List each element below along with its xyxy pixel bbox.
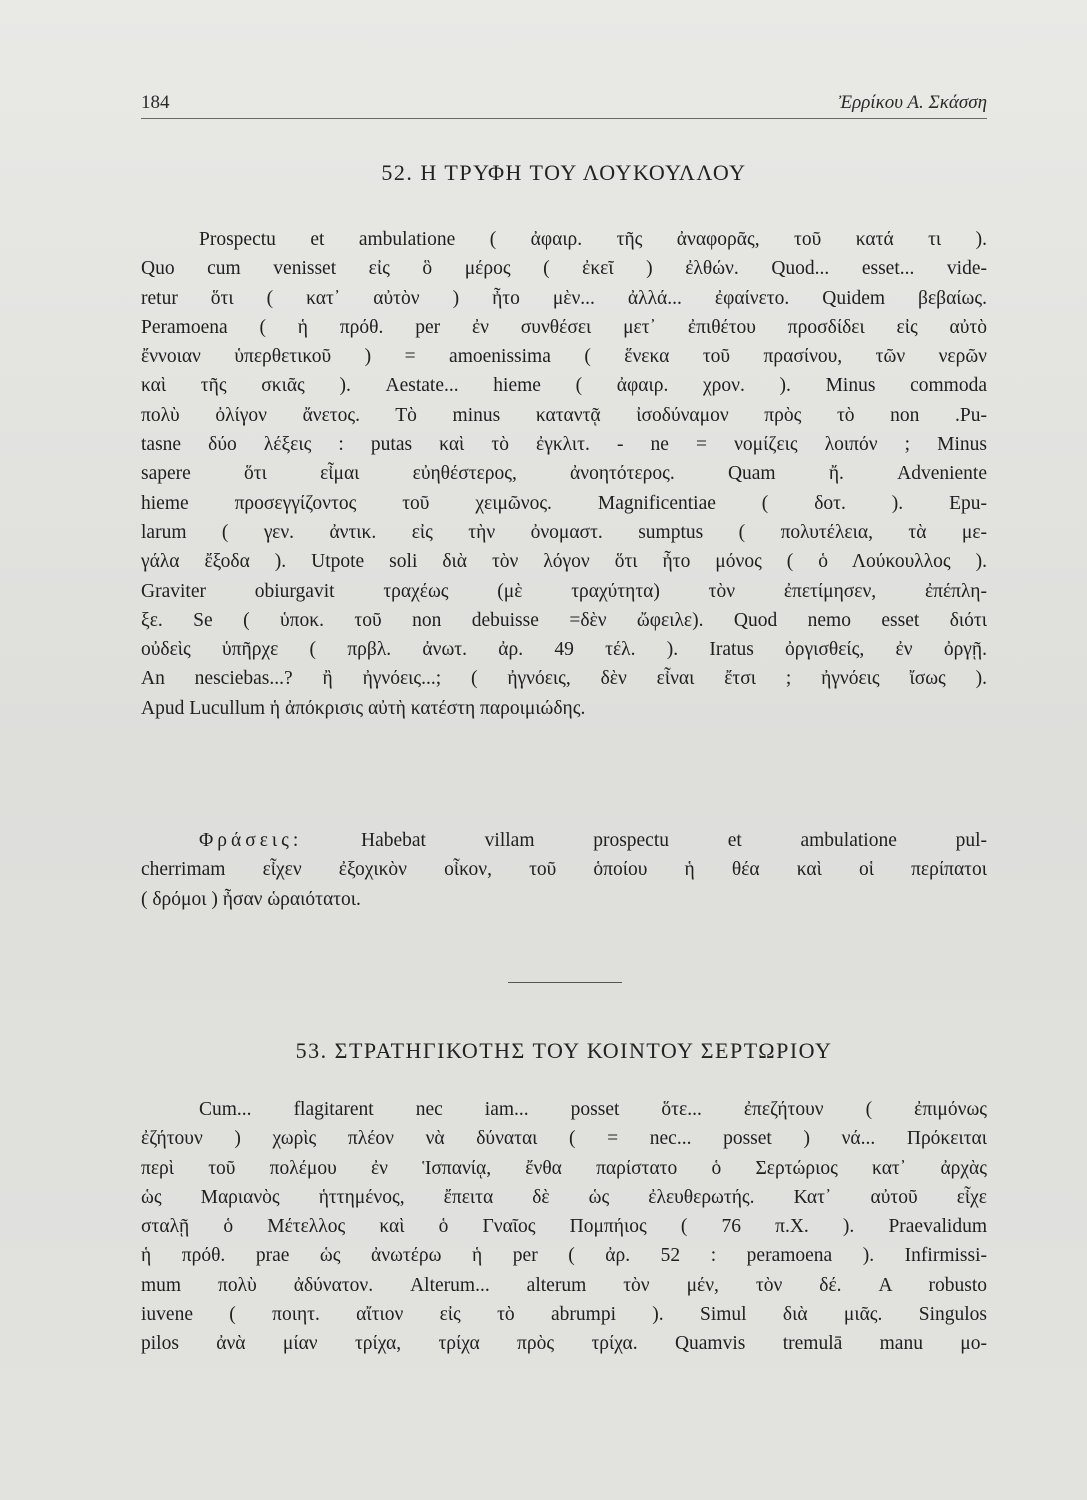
- phrases-text: Habebat villam prospectu et ambulatione pul-: [361, 830, 987, 851]
- text-line: Quo cum venisset εἰς ὃ μέρος ( ἐκεῖ ) ἐλθών. Quod... esset... vide-: [141, 258, 987, 280]
- text-line: An nesciebas...? ἢ ἠγνόεις...; ( ἠγνόεις, δὲν εἶναι ἔτσι ; ἠγνόεις ἴσως ).: [141, 668, 987, 690]
- text-line: ὡς Μαριανὸς ἡττημένος, ἔπειτα δὲ ὡς ἐλευθερωτής. Κατ᾽ αὐτοῦ εἶχε: [141, 1186, 987, 1208]
- page-number: 184: [141, 92, 170, 113]
- text-line: ἔννοιαν ὑπερθετικοῦ ) = amoenissima ( ἕνεκα τοῦ πρασίνου, τῶν νερῶν: [141, 346, 987, 368]
- text-line: ἡ πρόθ. prae ὡς ἀνωτέρω ἡ per ( ἀρ. 52 : peramoena ). Infirmissi-: [141, 1245, 987, 1267]
- section-52-commentary: [141, 225, 987, 723]
- text-line: sapere ὅτι εἶμαι εὐηθέστερος, ἀνοητότερος. Quam ἤ. Adveniente: [141, 463, 987, 485]
- text-line: [141, 826, 987, 855]
- text-line: πολὺ ὀλίγον ἄνετος. Τὸ minus καταντᾷ ἰσοδύναμον πρὸς τὸ non .Pu-: [141, 404, 987, 426]
- section-53-title: 53. ΣΤΡΑΤΗΓΙΚΟΤΗΣ ΤΟΥ ΚΟΙΝΤΟΥ ΣΕΡΤΩΡΙΟΥ: [295, 1038, 833, 1063]
- phrases-paragraph: [141, 826, 987, 914]
- section-53-commentary: [141, 1095, 987, 1359]
- text-line: larum ( γεν. ἀντικ. εἰς τὴν ὀνομαστ. sumptus ( πολυτέλεια, τὰ με-: [141, 521, 987, 543]
- text-line: tasne δύο λέξεις : putas καὶ τὸ ἐγκλιτ. - ne = νομίζεις λοιπόν ; Minus: [141, 434, 987, 456]
- section-52-title: 52. Η ΤΡΥΦΗ ΤΟΥ ΛΟΥΚΟΥΛΛΟΥ: [381, 160, 747, 185]
- text-line: ξε. Se ( ὑποκ. τοῦ non debuisse =δὲν ὤφειλε). Quod nemo esset διότι: [141, 609, 987, 631]
- text-line: σταλῇ ὁ Μέτελλος καὶ ὁ Γναῖος Πομπήιος ( 76 π.Χ. ). Praevalidum: [141, 1216, 987, 1238]
- text-line: mum πολὺ ἀδύνατον. Alterum... alterum τὸν μέν, τὸν δέ. A robusto: [141, 1274, 987, 1296]
- text-line: hieme προσεγγίζοντος τοῦ χειμῶνος. Magnificentiae ( δοτ. ). Epu-: [141, 492, 987, 514]
- text-line: ( δρόμοι ) ἦσαν ὡραιότατοι.: [141, 888, 361, 910]
- running-title: Ἐρρίκου Α. Σκάσση: [838, 92, 987, 113]
- text-line: Cum... flagitarent nec iam... posset ὅτε... ἐπεζήτουν ( ἐπιμόνως: [199, 1099, 987, 1120]
- text-line: Prospectu et ambulatione ( ἀφαιρ. τῆς ἀναφορᾶς, τοῦ κατά τι ).: [199, 229, 987, 250]
- text-line: γάλα ἔξοδα ). Utpote soli διὰ τὸν λόγον ὅτι ἦτο μόνος ( ὁ Λούκουλλος ).: [141, 551, 987, 573]
- text-line: Apud Lucullum ἡ ἀπόκρισις αὐτὴ κατέστη παροιμιώδης.: [141, 697, 586, 719]
- section-divider: [508, 982, 622, 983]
- text-line: καὶ τῆς σκιᾶς ). Aestate... hieme ( ἀφαιρ. χρον. ). Minus commoda: [141, 375, 987, 397]
- text-line: pilos ἀνὰ μίαν τρίχα, τρίχα πρὸς τρίχα. Quamvis tremulā manu μο-: [141, 1333, 987, 1355]
- text-line: iuvene ( ποιητ. αἴτιον εἰς τὸ abrumpi ). Simul διὰ μιᾶς. Singulos: [141, 1304, 987, 1326]
- running-header: [141, 82, 987, 119]
- text-line: Peramoena ( ἡ πρόθ. per ἐν συνθέσει μετ᾽ ἐπιθέτου προσδίδει εἰς αὐτὸ: [141, 316, 987, 338]
- text-line: περὶ τοῦ πολέμου ἐν Ἱσπανίᾳ, ἔνθα παρίστατο ὁ Σερτώριος κατ᾽ ἀρχὰς: [141, 1157, 987, 1179]
- text-line: οὐδεὶς ὑπῆρχε ( πρβλ. ἀνωτ. ἀρ. 49 τέλ. ). Iratus ὀργισθείς, ἐν ὀργῇ.: [141, 639, 987, 661]
- text-line: retur ὅτι ( κατ᾽ αὐτὸν ) ἦτο μὲν... ἀλλά... ἐφαίνετο. Quidem βεβαίως.: [141, 287, 987, 309]
- text-line: Graviter obiurgavit τραχέως (μὲ τραχύτητα) τὸν ἐπετίμησεν, ἐπέπλη-: [141, 580, 987, 602]
- text-line: cherrimam εἶχεν ἐξοχικὸν οἶκον, τοῦ ὁποίου ἡ θέα καὶ οἱ περίπατοι: [141, 859, 987, 881]
- text-line: ἐζήτουν ) χωρὶς πλέον νὰ δύναται ( = nec... posset ) νά... Πρόκειται: [141, 1128, 987, 1150]
- phrases-label: Φράσεις:: [199, 830, 303, 851]
